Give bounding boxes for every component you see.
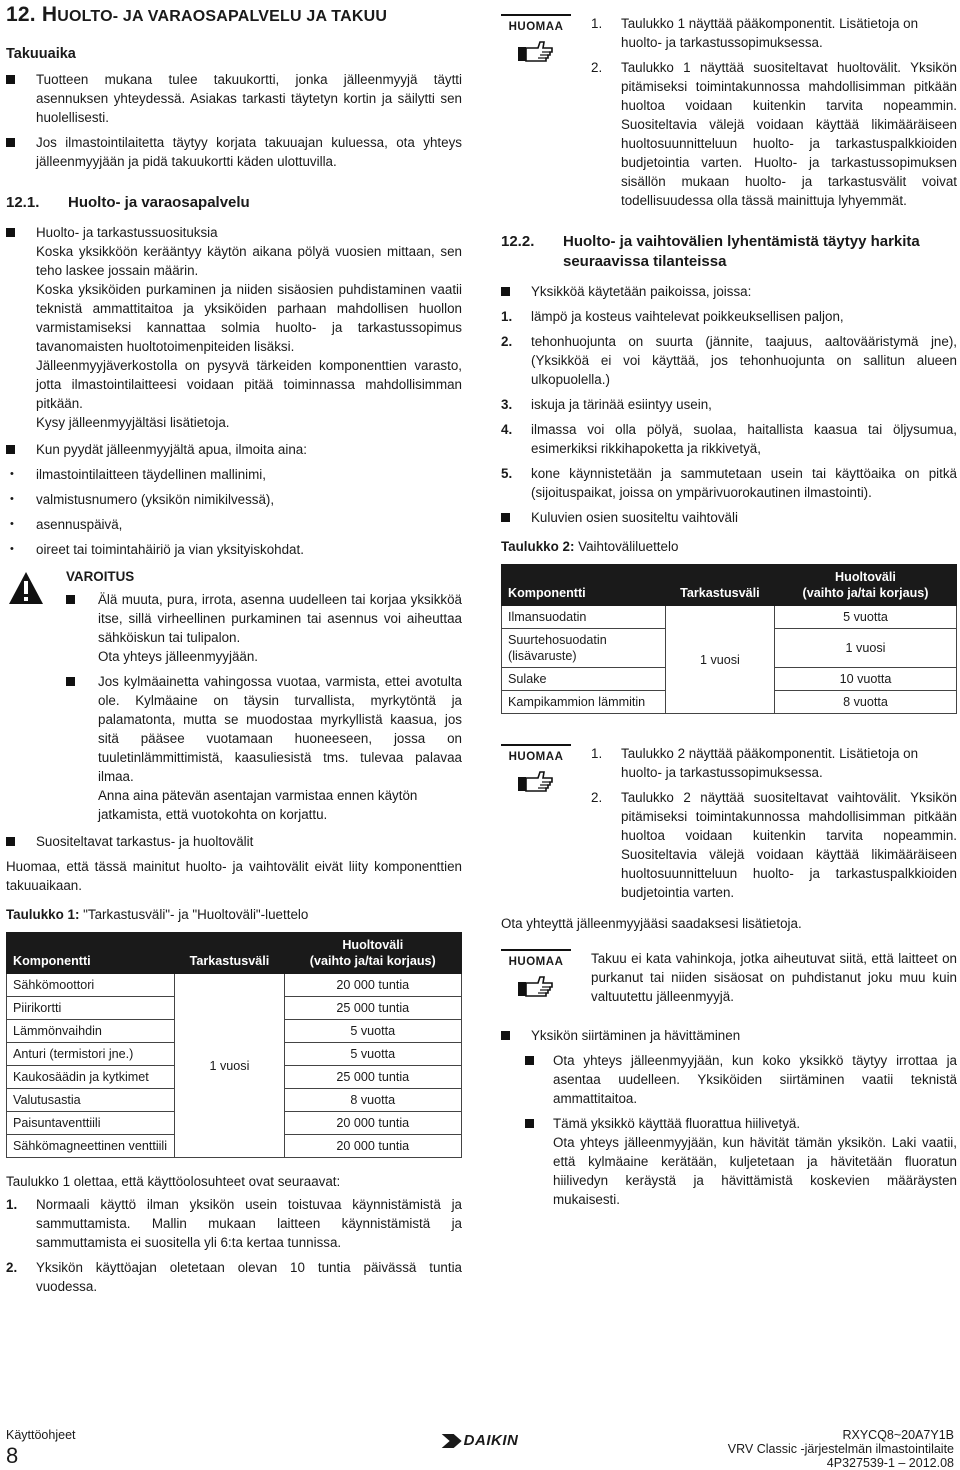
table-row: Lämmönvaihdin 5 vuotta: [7, 1020, 462, 1043]
footer-model: RXYCQ8~20A7Y1B: [842, 1428, 954, 1442]
note-item: 2. Taulukko 1 näyttää suositeltavat huoltovälit. Yksikön pitämiseksi toimintakunnossa mahdollisimman pitkään huoltoa voidaan kuitenkin tarvita nopeammin. Suositeltavia välejä voidaan käyttää likimääräiseen huoltosuunnitteluun huolto- ja tarkastuspalkkioiden budjetointia varten. Huolto- ja tarkastussopimuksen sisällön mukaan huolto- ja tarkastusvälit voivat todellisuudessa olla tässä mainittuja lyhyemmät.: [591, 60, 957, 208]
bullet-item: Kun pyydät jälleenmyyjältä apua, ilmoita aina:: [6, 440, 462, 459]
table-row: Sulake 10 vuotta: [502, 668, 957, 691]
note-text: Takuu ei kata vahinkoja, jotka aiheutuvat siitä, että laitteet on purkanut tai niiden sisäosat on puhdistanut joku muu kuin valtuutettu jälleenmyyjä.: [591, 951, 957, 1004]
table1: [6, 932, 462, 1158]
table-header: Komponentti: [7, 933, 175, 974]
warning-title: VAROITUS: [66, 569, 135, 584]
daikin-logo: DAIKIN: [442, 1434, 519, 1448]
section-heading-12-2: 12.2. Huolto- ja vaihtovälien lyhentämistä täytyy harkita seuraavissa tilanteissa: [501, 233, 920, 270]
numbered-item: 3. iskuja ja tärinää esiintyy usein,: [501, 397, 712, 412]
table-row: Valutusastia 8 vuotta: [7, 1089, 462, 1112]
footer-series: VRV Classic -järjestelmän ilmastointilaite: [727, 1442, 954, 1456]
table-row: Suurtehosuodatin (lisävaruste) 1 vuosi: [502, 629, 957, 668]
right-column: [501, 0, 957, 1215]
paragraph: Taulukko 1 olettaa, että käyttöolosuhteet ovat seuraavat:: [6, 1174, 341, 1189]
page-footer: [6, 1424, 954, 1470]
table-row: Kaukosäädin ja kytkimet 25 000 tuntia: [7, 1066, 462, 1089]
table-row: Piirikortti 25 000 tuntia: [7, 997, 462, 1020]
table-header: Tarkastusväli: [665, 565, 774, 606]
table1-caption: Taulukko 1: "Tarkastusväli"- ja "Huoltoväli"-luettelo: [6, 907, 309, 922]
table2: [501, 564, 957, 714]
paragraph: Huomaa, että tässä mainitut huolto- ja vaihtovälit eivät liity komponenttien takuuaikaan.: [6, 859, 462, 893]
table-row: Ilmansuodatin 1 vuosi 5 vuotta: [502, 606, 957, 629]
note-box: [501, 744, 957, 902]
numbered-item: 1. Normaali käyttö ilman yksikön usein toistuvaa käynnistämistä ja sammuttamista. Mallin mukaan laitteen käynnistämistä ja sammuttamista ei suositella yli 6:ta kertaa tunnissa.: [6, 1197, 462, 1250]
table1-interval: 1 vuosi: [175, 974, 284, 1158]
takuuaika-heading: Takuuaika: [6, 46, 76, 62]
numbered-item: 2. tehonhuojunta on suurta (jännite, taajuus, aaltovääristymä jne), (Yksikköä ei voi käyttää, jos tehonhuojunta on sallitun alueen ulkopuolella.): [501, 334, 957, 387]
numbered-item: 1. lämpö ja kosteus vaihtelevat poikkeuksellisen paljon,: [501, 309, 844, 324]
sub-bullet-item: Ota yhteys jälleenmyyjään, kun koko yksikkö täytyy irrottaa ja asentaa uudelleen. Yksiköiden siirtäminen vaatii teknistä ammattitaitoa.: [525, 1051, 957, 1108]
chapter-title: UOLTO- JA VARAOSAPALVELU JA TAKUU: [57, 8, 388, 25]
note-box: [501, 949, 957, 1006]
note-hand-icon: [516, 769, 556, 795]
bullet-item: Tuotteen mukana tulee takuukortti, jonka jälleenmyyjä täytti asennuksen yhteydessä. Asiakas tarkasti täytetyn kortin ja säilytti sen huolellisesti.: [6, 70, 462, 127]
note-hand-icon: [516, 39, 556, 65]
footer-manual: Käyttöohjeet: [6, 1428, 76, 1442]
left-column: [6, 0, 462, 1302]
warning-box: [6, 567, 462, 824]
warning-triangle-icon: [8, 571, 44, 605]
chapter-title-initial: H: [41, 3, 58, 26]
paragraph: Ota yhteyttä jälleenmyyjääsi saadaksesi lisätietoja.: [501, 916, 802, 931]
chapter-number: 12.: [6, 3, 36, 26]
table-row: Sähkömagneettinen venttiili 20 000 tuntia: [7, 1135, 462, 1158]
table-header: Tarkastusväli: [175, 933, 284, 974]
bullet-item: Jos ilmastointilaitetta täytyy korjata takuuajan kuluessa, ota yhteys jälleenmyyjään ja pidä takuukortti käden ulottuvilla.: [6, 133, 462, 171]
table2-interval: 1 vuosi: [665, 606, 774, 714]
bullet-item: Kuluvien osien suositeltu vaihtoväli: [501, 508, 957, 527]
section-heading-12-1: 12.1. Huolto- ja varaosapalvelu: [6, 194, 250, 211]
note-box: [501, 14, 957, 210]
numbered-item: 4. ilmassa voi olla pölyä, suolaa, haitallista kaasua tai öljysumua, esimerkiksi rikkihapoketta ja rikkivetyä,: [501, 422, 957, 456]
info-list-item: • oireet tai toimintahäiriö ja vian yksityiskohdat.: [6, 540, 462, 559]
table-row: Anturi (termistori jne.) 5 vuotta: [7, 1043, 462, 1066]
table2-caption: Taulukko 2: Vaihtoväliluettelo: [501, 539, 679, 554]
bullet-item: Suositeltavat tarkastus- ja huoltovälit: [6, 832, 462, 851]
table-header: Huoltoväli (vaihto ja/tai korjaus): [774, 565, 956, 606]
note-tag: HUOMAA: [501, 14, 571, 70]
daikin-logo-icon: [442, 1434, 462, 1448]
bullet-item: Yksikön siirtäminen ja hävittäminen: [501, 1026, 957, 1045]
numbered-item: 2. Yksikön käyttöajan oletetaan olevan 10 tuntia päivässä tuntia vuodessa.: [6, 1260, 462, 1294]
footer-doc: 4P327539-1 – 2012.08: [826, 1456, 954, 1470]
info-list-item: • valmistusnumero (yksikön nimikilvessä),: [6, 490, 462, 509]
info-list-item: • asennuspäivä,: [6, 515, 462, 534]
note-tag: HUOMAA: [501, 744, 571, 800]
table-row: Kampikammion lämmitin 8 vuotta: [502, 691, 957, 714]
note-item: 1. Taulukko 1 näyttää pääkomponentit. Lisätietoja on huolto- ja tarkastussopimuksessa.: [591, 16, 919, 50]
bullet-item: Huolto- ja tarkastussuosituksia Koska yksikköön kerääntyy käytön aikana pölyä vuosien mittaan, sen teho laskee jossain määrin. Koska yksiköiden purkaminen ja niiden sisäosien puhdistaminen vaatii teknistä ammattitaitoa ja yksiköiden parhaan mahdollisen huollon varmistamiseksi kannattaa solmia huolto- ja tarkastussopimus tavanomaisten huoltotoimenpiteiden lisäksi. Jälleenmyyjäverkostolla on pysyvä tärkeiden komponenttien varasto, jotta ilmastointilaitteesi voidaan pitää toiminnassa mahdollisimman pitkään. Kysy jälleenmyyjältäsi lisätietoja.: [6, 223, 462, 432]
note-item: 1. Taulukko 2 näyttää pääkomponentit. Lisätietoja on huolto- ja tarkastussopimuksessa.: [591, 746, 919, 780]
chapter-heading: [6, 0, 462, 30]
table-header: Komponentti: [502, 565, 666, 606]
note-hand-icon: [516, 974, 556, 1000]
page-number: 8: [6, 1443, 19, 1468]
table-header: Huoltoväli (vaihto ja/tai korjaus): [284, 933, 461, 974]
table-row: Sähkömoottori 1 vuosi 20 000 tuntia: [7, 974, 462, 997]
sub-bullet-item: Tämä yksikkö käyttää fluorattua hiilivetyä. Ota yhteys jälleenmyyjään, kun hävität tämän yksikön. Laki vaatii, että kylmäaine kerätään, kuljetetaan ja hävitetään fluoratun hiilivedyn keräystä ja hävittämistä koskevien määräysten mukaisesti.: [525, 1114, 957, 1209]
table-row: Paisuntaventtiili 20 000 tuntia: [7, 1112, 462, 1135]
warning-item: Älä muuta, pura, irrota, asenna uudelleen tai korjaa yksikköä itse, sillä virheellinen purkaminen tai asennus voi aiheuttaa sähköiskun tai tulipalon. Ota yhteys jälleenmyyjään.: [66, 590, 462, 666]
note-item: 2. Taulukko 2 näyttää suositeltavat vaihtovälit. Yksikön pitämiseksi toimintakunnossa mahdollisimman pitkään huoltoa voidaan kuitenkin tarvita nopeammin. Suositeltavia välejä voidaan käyttää likimääräiseen huoltosuunnitteluun huolto- ja tarkastuspalkkioiden budjetointia varten.: [591, 790, 957, 900]
note-tag: HUOMAA: [501, 949, 571, 1005]
warning-item: Jos kylmäainetta vahingossa vuotaa, varmista, ettei avotulta ole. Kylmäaine on täysin turvallista, myrkytöntä ja palamatonta, mutta se muodostaa myrkyllistä kaasua, jos sitä pääsee vuotamaan huoneeseen, jossa on tuuletinlämmittimistä, kaasuliesistä tms. tulevaa palavaa ilmaa. Anna aina pätevän asentajan varmistaa ennen käytön jatkamista, että vuotokohta on korjattu.: [66, 672, 462, 824]
info-list-item: • ilmastointilaitteen täydellinen mallinimi,: [6, 465, 462, 484]
numbered-item: 5. kone käynnistetään ja sammutetaan usein tai käyttöaika on pitkä (sijoituspaikat, joissa on ympärivuorokautinen ilmastointi).: [501, 466, 957, 500]
bullet-item: Yksikköä käytetään paikoissa, joissa:: [501, 282, 957, 301]
